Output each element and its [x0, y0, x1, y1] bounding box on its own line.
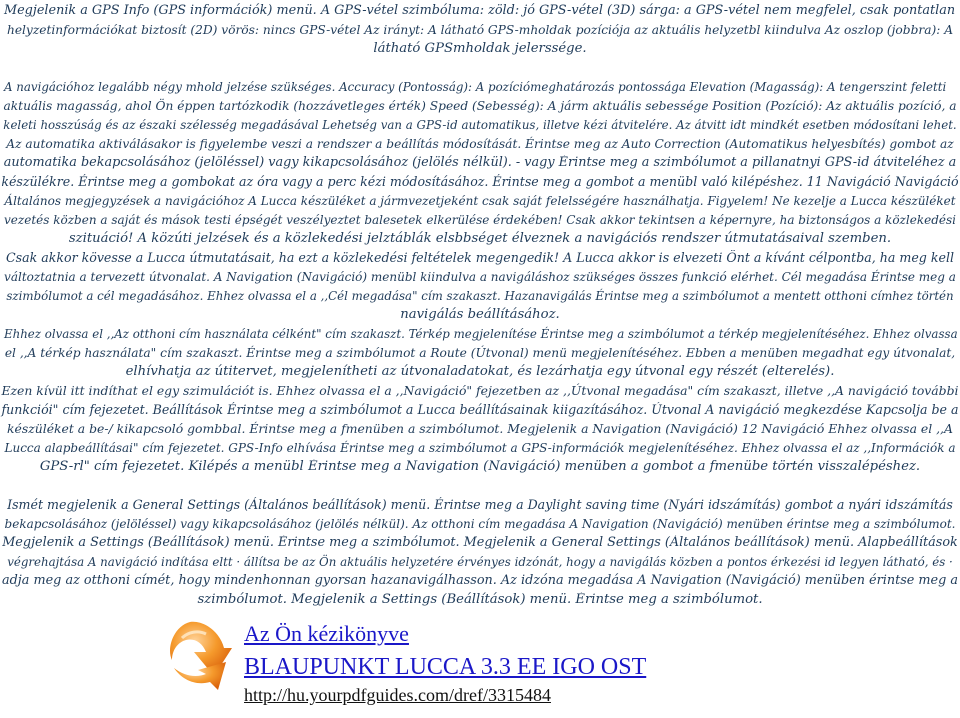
- text-line: változtatnia a tervezett útvonalat. A Navigation (Navigáció) menübl kiindulva a navigáláshoz szükséges összes funkció elérhet. Cél megadása Érintse meg a: [4, 270, 956, 284]
- text-line: szimbólumot a cél megadásához. Ehhez olvassa el a ,,Cél megadása" cím szakaszt. Hazanavigálás Érintse meg a szimbólumot a mentett otthoni címhez történ: [6, 289, 954, 303]
- manual-title-link[interactable]: Az Ön kézikönyve: [244, 621, 409, 646]
- text-line: funkciói" cím fejezetet. Beállítások Érintse meg a szimbólumot a Lucca beállításainak kiigazításához. Útvonal A navigáció megkezdése Kapcsolja be a: [1, 402, 959, 417]
- source-url-link[interactable]: http://hu.yourpdfguides.com/dref/3315484: [244, 685, 551, 705]
- text-line: el ,,A térkép használata" cím szakaszt. Érintse meg a szimbólumot a Route (Útvonal) menü megjelenítéséhez. Ebben a menüben megadhat egy útvonalat,: [4, 346, 956, 360]
- text-line: vezetés közben a saját és mások testi épségét veszélyeztet balesetek elkerülése érdekében! Csak akkor tekintsen a képernyre, ha biztonságos a közlekedési: [4, 213, 956, 227]
- text-line: látható GPSmholdak jelerssége.: [373, 41, 587, 56]
- text-line: automatika bekapcsolásához (jelöléssel) vagy kikapcsolásához (jelölés nélkül). - vagy Érintse meg a szimbólumot a pillanatnyi GPS-id átviteléhez a: [3, 155, 957, 170]
- text-line: elhívhatja az útitervet, megjelenítheti az útvonaladatokat, és lezárhatja egy útvonal egy részét (elterelés).: [125, 364, 835, 379]
- product-name-link[interactable]: BLAUPUNKT LUCCA 3.3 EE IGO OST: [244, 654, 647, 680]
- text-line: helyzetinformációkat biztosít (2D) vörös: nincs GPS-vétel Az irányt: A látható GPS-mholdak pozíciója az aktuális helyzetbl kiindulva Az oszlop (jobbra): A: [6, 23, 954, 37]
- text-line: aktuális magasság, ahol Ön éppen tartózkodik (hozzávetleges érték) Speed (Sebesség): A járm aktuális sebessége Position (Pozíció): Az aktuális pozíció, a: [3, 99, 957, 113]
- text-line: navigálás beállításához.: [400, 307, 560, 322]
- text-line: szimbólumot. Megjelenik a Settings (Beállítások) menü. Érintse meg a szimbólumot.: [197, 592, 763, 607]
- text-line: szituáció! A közúti jelzések és a közlekedési jelztáblák elsbbséget élveznek a navigációs rendszer útmutatásaival szemben.: [68, 231, 892, 246]
- text-line: A navigációhoz legalább négy mhold jelzése szükséges. Accuracy (Pontosság): A pozíciómeghatározás pontossága Elevation (Magasság): A tengerszint feletti: [4, 80, 947, 94]
- text-line: készüléket a be-/ kikapcsoló gombbal. Érintse meg a fmenüben a szimbólumot. Megjelenik a Navigation (Navigáció) 12 Navigáció Ehhez olvassa el ,,A: [7, 421, 953, 436]
- text-line: Általános megjegyzések a navigációhoz A Lucca készüléket a jármvezetjeként csak saját felelsségére használhatja. Figyelem! Ne kezelje a Lucca készüléket: [4, 194, 956, 208]
- text-line: GPS-rl" cím fejezetet. Kilépés a menübl Érintse meg a Navigation (Navigáció) menüben a gombot a fmenübe történ visszalépéshez.: [39, 459, 921, 474]
- text-line: adja meg az otthoni címét, hogy mindenhonnan gyorsan hazanavigálhasson. Az idzóna megadása A Navigation (Navigáció) menüben érintse meg a: [1, 573, 959, 588]
- text-line: Az automatika aktiválásakor is figyelembe veszi a rendszer a beállítás módosítását. Érintse meg az Auto Correction (Automatikus helyesbítés) gombot az: [6, 137, 954, 151]
- text-line: Ezen kívül itt indíthat el egy szimulációt is. Ehhez olvassa el a ,,Navigáció" fejezetben az ,,Útvonal megadása" cím szakaszt, illetve ,,A navigáció további: [1, 383, 959, 398]
- text-line: Ismét megjelenik a General Settings (Általános beállítások) menü. Érintse meg a Daylight saving time (Nyári idszámítás) gombot a nyári idszámítás: [7, 497, 953, 512]
- text-line: végrehajtása A navigáció indítása eltt · állítsa be az Ön aktuális helyzetére érvényes idzónát, hogy a navigálás közben a pontos érkezési id legyen látható, és ·: [7, 555, 953, 569]
- manual-footer: [160, 618, 940, 710]
- text-line: Megjelenik a GPS Info (GPS információk) menü. A GPS-vétel szimbóluma: zöld: jó GPS-vétel (3D) sárga: a GPS-vétel nem megfelel, csak pontatlan: [4, 3, 956, 18]
- text-line: keleti hosszúság és az északi szélesség megadásával Lehetség van a GPS-id automatikus, illetve kézi átvitelére. Az átvitt idt mindkét esetben módosítani lehet.: [3, 118, 957, 132]
- text-line: készülékre. Érintse meg a gombokat az óra vagy a perc kézi módosításához. Érintse meg a gombot a menübl való kilépéshez. 11 Navigáció Navigáció: [1, 174, 959, 189]
- text-line: Megjelenik a Settings (Beállítások) menü. Érintse meg a szimbólumot. Megjelenik a General Settings (Általános beállítások) menü. Alapbeállítások: [2, 535, 958, 550]
- text-line: Ehhez olvassa el ,,Az otthoni cím használata célként" cím szakaszt. Térkép megjelenítése Érintse meg a szimbólumot a térkép megjelenítéséhez. Ehhez olvassa: [4, 327, 958, 341]
- text-line: bekapcsolásához (jelöléssel) vagy kikapcsolásához (jelölés nélkül). Az otthoni cím megadása A Navigation (Navigáció) menüben érintse meg a szimbólumot.: [4, 517, 956, 531]
- text-line: Csak akkor kövesse a Lucca útmutatásait, ha ezt a közlekedési feltételek megengedik! A Lucca akkor is elvezeti Önt a kívánt célpontba, ha meg kell: [5, 250, 955, 265]
- orange-arrow-icon: [160, 618, 236, 694]
- text-line: Lucca alapbeállításai" cím fejezetet. GPS-Info elhívása Érintse meg a szimbólumot a GPS-információk megjelenítéséhez. Ehhez olvassa el az ,,Információk a: [4, 441, 956, 455]
